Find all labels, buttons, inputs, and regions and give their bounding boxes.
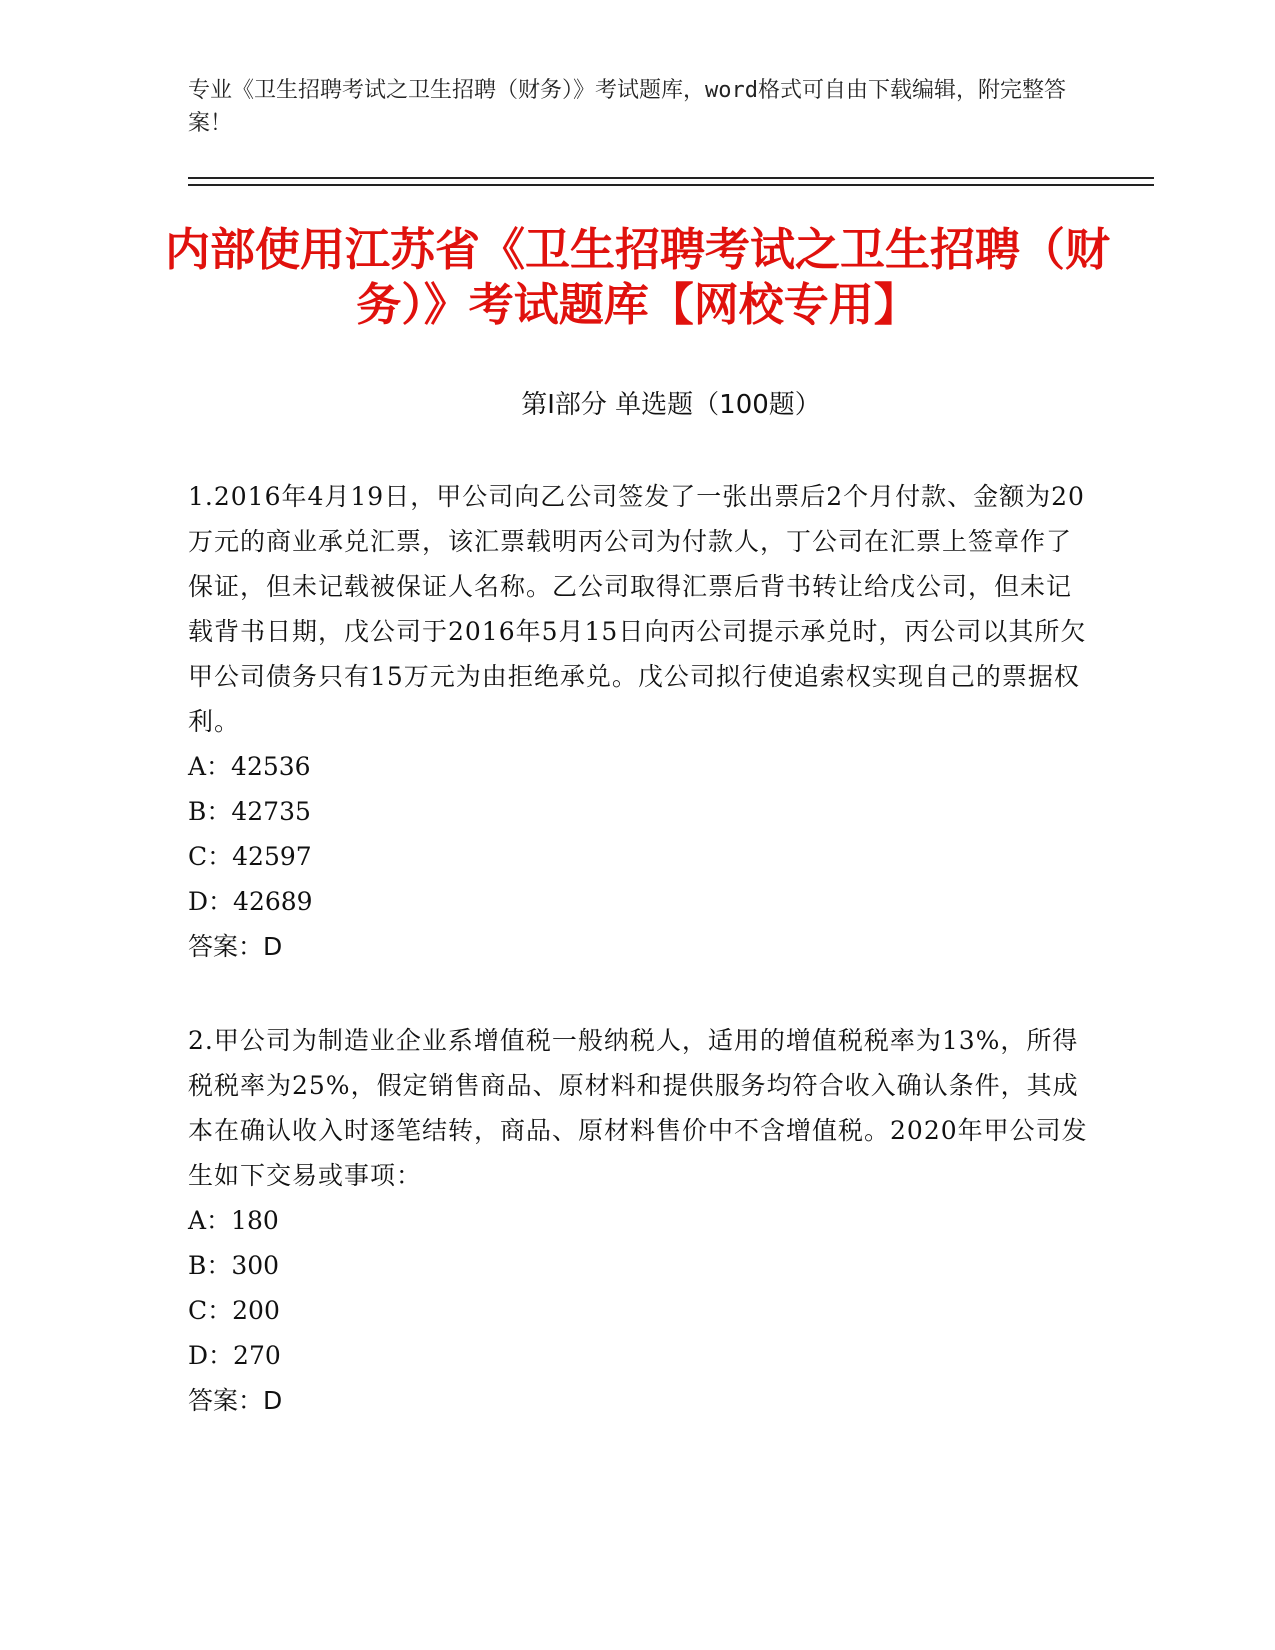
option-a: A：180	[188, 1206, 279, 1235]
header-rule-bottom	[188, 184, 1154, 186]
option-d: D：270	[188, 1341, 281, 1370]
answer: 答案：D	[188, 1386, 283, 1415]
answer: 答案：D	[188, 932, 283, 961]
option-b: B：300	[188, 1251, 280, 1280]
question-text: 1.2016年4月19日，甲公司向乙公司签发了一张出票后2个月付款、金额为20万元的商业承兑汇票，该汇票载明丙公司为付款人，丁公司在汇票上签章作了保证，但未记载被保证人名称。乙公司取得汇票后背书转让给戊公司，但未记载背书日期，戊公司于2016年5月15日向丙公司提示承兑时，丙公司以其所欠甲公司债务只有15万元为由拒绝承兑。戊公司拟行使追索权实现自己的票据权利。	[188, 482, 1087, 736]
option-b: B：42735	[188, 797, 311, 826]
option-c: C：42597	[188, 842, 312, 871]
header-note: 专业《卫生招聘考试之卫生招聘（财务）》考试题库，word格式可自由下载编辑，附完整答案！	[188, 78, 1066, 136]
option-c: C：200	[188, 1296, 280, 1325]
question-2	[188, 1018, 1088, 1423]
option-a: A：42536	[188, 752, 311, 781]
option-d: D：42689	[188, 887, 313, 916]
question-text: 2.甲公司为制造业企业系增值税一般纳税人，适用的增值税税率为13%，所得税税率为25%，假定销售商品、原材料和提供服务均符合收入确认条件，其成本在确认收入时逐笔结转，商品、原材料售价中不含增值税。2020年甲公司发生如下交易或事项：	[188, 1026, 1088, 1190]
header-rule-top	[188, 177, 1154, 179]
question-1	[188, 474, 1088, 969]
document-title: 内部使用江苏省《卫生招聘考试之卫生招聘（财务）》考试题库【网校专用】	[164, 223, 1110, 331]
section-title: 第I部分 单选题（100题）	[521, 390, 821, 420]
